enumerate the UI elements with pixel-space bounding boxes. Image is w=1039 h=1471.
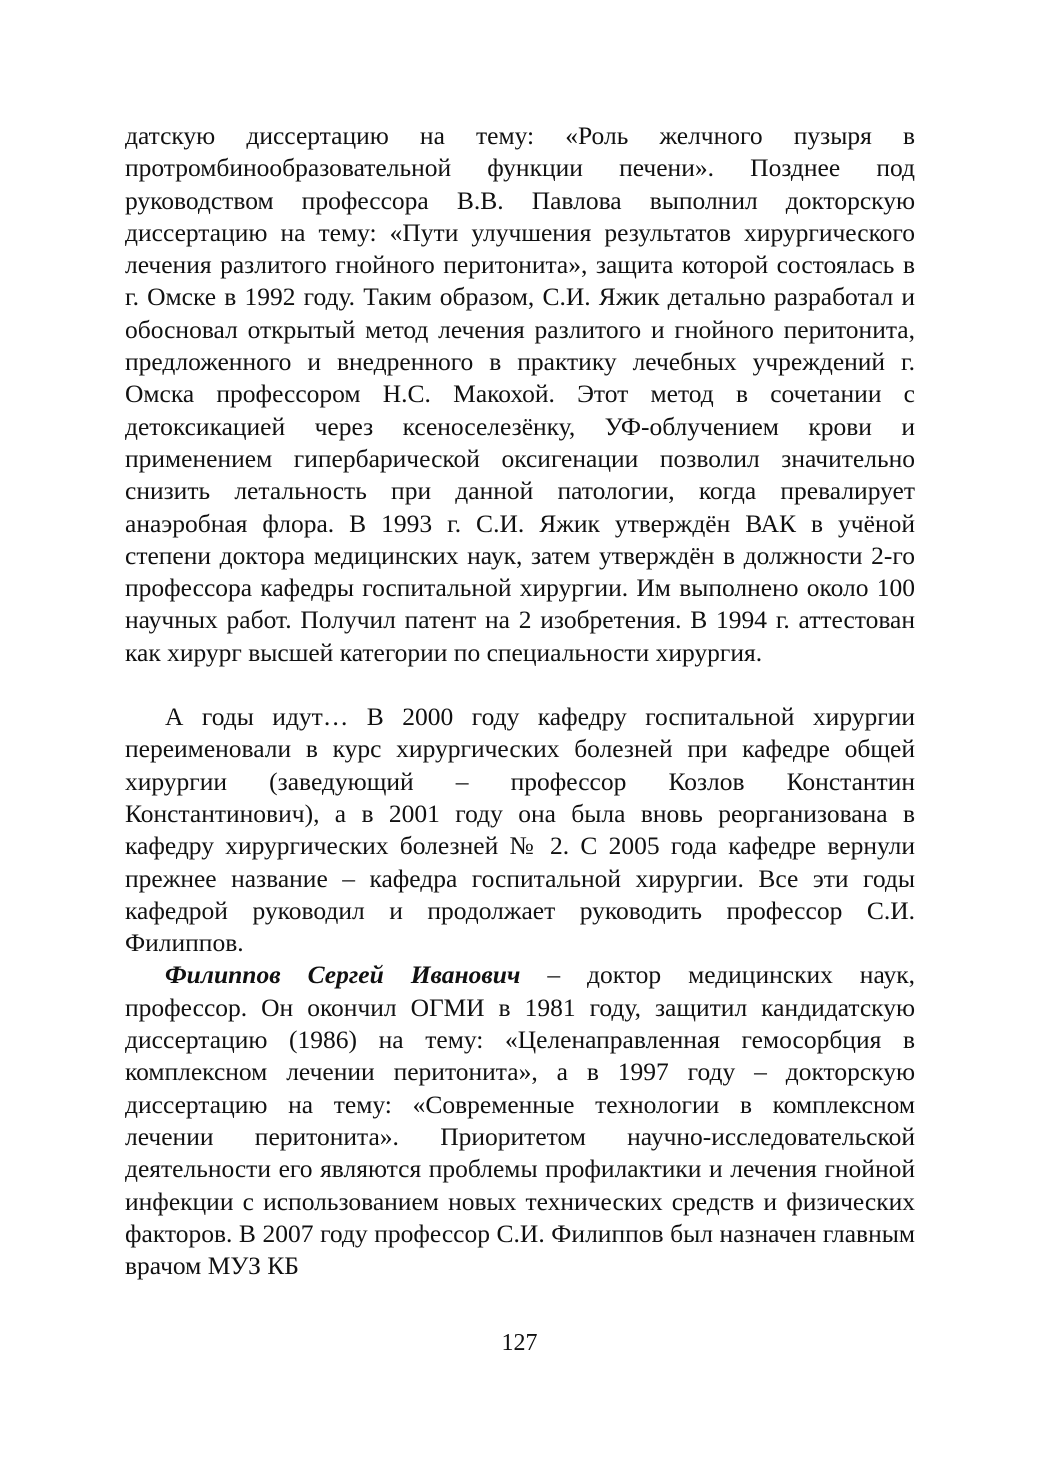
page-number: 127: [501, 1330, 538, 1356]
page-body: [125, 120, 915, 1282]
paragraph-continuation: датскую диссертацию на тему: «Роль желчного пузыря в протромбинообразовательной функции печени». Позднее под руководством профессора В.В. Павлова выполнил докторскую диссертацию на тему: «Пути улучшения результатов хирургического лечения разлитого гнойного перитонита», защита которой состоялась в г. Омске в 1992 году. Таким образом, С.И. Яжик детально разработал и обосновал открытый метод лечения разлитого и гнойного перитонита, предложенного и внедренного в практику лечебных учреждений г. Омска профессором Н.С. Макохой. Этот метод в сочетании с детоксикацией через ксеноселезёнку, УФ-облучением крови и применением гипербарической оксигенации позволил значительно снизить летальность при данной патологии, когда превалирует анаэробная флора. В 1993 г. С.И. Яжик утверждён ВАК в учёной степени доктора медицинских наук, затем утверждён в должности 2-го профессора кафедры госпитальной хирургии. Им выполнено около 100 научных работ. Получил патент на 2 изобретения. В 1994 г. аттестован как хирург высшей категории по специальности хирургия.: [125, 121, 915, 667]
paragraph-filippov-text: – доктор медицинских наук, профессор. Он окончил ОГМИ в 1981 году, защитил кандидатскую диссертацию (1986) на тему: «Целенаправленная гемосорбция в комплексном лечении перитонита», а в 1997 году – докторскую диссертацию на тему: «Современные технологии в комплексном лечении перитонита». Приоритетом научно-исследовательской деятельности его являются проблемы профилактики и лечения гнойной инфекции с использованием новых технических средств и физических факторов. В 2007 году профессор С.И. Филиппов был назначен главным врачом МУЗ КБ: [125, 960, 915, 1281]
paragraph-filippov: [125, 959, 915, 1282]
paragraph-department-history: А годы идут… В 2000 году кафедру госпитальной хирургии переименовали в курс хирургических болезней при кафедре общей хирургии (заведующий – профессор Козлов Константин Константинович), а в 2001 году она была вновь реорганизована в кафедру хирургических болезней № 2. С 2005 года кафедре вернули прежнее название – кафедра госпитальной хирургии. Все эти годы кафедрой руководил и продолжает руководить профессор С.И. Филиппов.: [125, 702, 915, 958]
person-name: Филиппов Сергей Иванович: [165, 960, 521, 990]
